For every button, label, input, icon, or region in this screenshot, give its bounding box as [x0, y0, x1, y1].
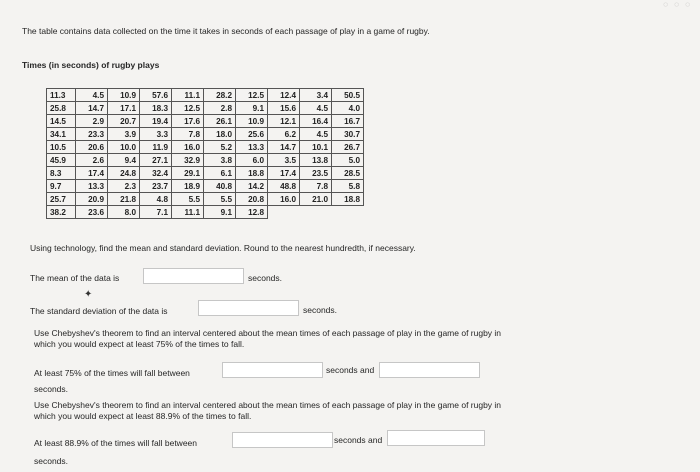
table-cell: 11.3: [47, 89, 76, 102]
chebyshev-75-unit: seconds.: [34, 384, 69, 394]
sd-unit: seconds.: [303, 305, 338, 315]
table-cell: 3.9: [108, 128, 140, 141]
table-cell: 57.6: [140, 89, 172, 102]
table-cell: 3.8: [204, 154, 236, 167]
table-cell: 6.0: [236, 154, 268, 167]
table-cell: 30.7: [332, 128, 364, 141]
table-cell: 5.8: [332, 180, 364, 193]
table-row: [47, 167, 364, 180]
table-cell: 9.4: [108, 154, 140, 167]
table-cell: 26.7: [332, 141, 364, 154]
table-cell: 21.0: [300, 193, 332, 206]
table-cell: 23.6: [76, 206, 108, 219]
table-cell: 25.6: [236, 128, 268, 141]
table-cell: [268, 206, 300, 219]
table-cell: 12.8: [236, 206, 268, 219]
table-cell: 26.1: [204, 115, 236, 128]
table-cell: 23.3: [76, 128, 108, 141]
table-cell: 50.5: [332, 89, 364, 102]
chebyshev-75-high-input[interactable]: [379, 362, 480, 378]
table-cell: 18.8: [236, 167, 268, 180]
mean-label: The mean of the data is: [30, 273, 120, 283]
chebyshev-75-middle: seconds and: [326, 365, 375, 375]
table-cell: 10.9: [236, 115, 268, 128]
table-cell: 7.1: [140, 206, 172, 219]
table-cell: 13.3: [76, 180, 108, 193]
table-cell: 18.9: [172, 180, 204, 193]
table-cell: 48.8: [268, 180, 300, 193]
table-cell: 20.8: [236, 193, 268, 206]
table-cell: 29.1: [172, 167, 204, 180]
chebyshev-75-label: At least 75% of the times will fall between: [34, 368, 190, 378]
table-cell: 25.7: [47, 193, 76, 206]
table-cell: 5.5: [172, 193, 204, 206]
rugby-times-table: [46, 88, 364, 219]
table-cell: 23.7: [140, 180, 172, 193]
table-row: [47, 141, 364, 154]
table-cell: 3.5: [268, 154, 300, 167]
table-cell: 8.3: [47, 167, 76, 180]
table-cell: 14.7: [268, 141, 300, 154]
table-cell: 5.2: [204, 141, 236, 154]
table-cell: 19.4: [140, 115, 172, 128]
chebyshev-889-label: At least 88.9% of the times will fall between: [34, 438, 197, 448]
mouse-cursor-icon: ✦: [84, 289, 93, 300]
table-cell: 20.6: [76, 141, 108, 154]
table-cell: 2.8: [204, 102, 236, 115]
table-cell: 9.7: [47, 180, 76, 193]
table-cell: 8.0: [108, 206, 140, 219]
table-cell: 12.1: [268, 115, 300, 128]
table-row: [47, 206, 364, 219]
table-cell: 28.2: [204, 89, 236, 102]
table-cell: 25.8: [47, 102, 76, 115]
table-cell: 34.1: [47, 128, 76, 141]
table-row: [47, 89, 364, 102]
sd-input[interactable]: [198, 300, 299, 316]
table-cell: 10.9: [108, 89, 140, 102]
toolbar-icons[interactable]: ◌ ◌ ◌: [663, 0, 692, 9]
table-cell: 10.0: [108, 141, 140, 154]
table-cell: 24.8: [108, 167, 140, 180]
chebyshev-889-middle: seconds and: [334, 435, 383, 445]
chebyshev-889-high-input[interactable]: [387, 430, 485, 446]
table-cell: 17.1: [108, 102, 140, 115]
table-cell: 15.6: [268, 102, 300, 115]
table-cell: 3.4: [300, 89, 332, 102]
table-cell: 16.0: [268, 193, 300, 206]
table-cell: 4.8: [140, 193, 172, 206]
table-cell: [300, 206, 332, 219]
table-cell: 17.4: [76, 167, 108, 180]
mean-input[interactable]: [143, 268, 244, 284]
table-cell: 18.8: [332, 193, 364, 206]
table-cell: 20.7: [108, 115, 140, 128]
chebyshev-889-unit: seconds.: [34, 456, 69, 466]
table-cell: 9.1: [236, 102, 268, 115]
table-cell: 12.5: [236, 89, 268, 102]
table-cell: 45.9: [47, 154, 76, 167]
table-cell: 27.1: [140, 154, 172, 167]
table-cell: 11.9: [140, 141, 172, 154]
table-title: Times (in seconds) of rugby plays: [22, 60, 160, 70]
table-cell: 4.5: [300, 128, 332, 141]
instruction-text: Using technology, find the mean and standard deviation. Round to the nearest hundredth, if necessary.: [30, 243, 416, 253]
table-cell: 11.1: [172, 89, 204, 102]
table-cell: 28.5: [332, 167, 364, 180]
table-cell: 16.7: [332, 115, 364, 128]
table-cell: 38.2: [47, 206, 76, 219]
table-cell: 10.1: [300, 141, 332, 154]
table-cell: 13.3: [236, 141, 268, 154]
table-row: [47, 180, 364, 193]
table-cell: 21.8: [108, 193, 140, 206]
table-cell: 4.0: [332, 102, 364, 115]
table-cell: 32.9: [172, 154, 204, 167]
table-row: [47, 115, 364, 128]
table-cell: 11.1: [172, 206, 204, 219]
table-cell: 10.5: [47, 141, 76, 154]
table-cell: 5.0: [332, 154, 364, 167]
table-cell: 17.4: [268, 167, 300, 180]
chebyshev-75-low-input[interactable]: [222, 362, 323, 378]
table-cell: 6.2: [268, 128, 300, 141]
table-cell: 7.8: [300, 180, 332, 193]
table-cell: 6.1: [204, 167, 236, 180]
table-cell: 2.3: [108, 180, 140, 193]
table-cell: 18.3: [140, 102, 172, 115]
table-cell: 2.6: [76, 154, 108, 167]
table-cell: 32.4: [140, 167, 172, 180]
table-cell: 13.8: [300, 154, 332, 167]
table-cell: 23.5: [300, 167, 332, 180]
table-row: [47, 193, 364, 206]
table-cell: 5.5: [204, 193, 236, 206]
table-cell: 7.8: [172, 128, 204, 141]
table-cell: 18.0: [204, 128, 236, 141]
table-cell: 14.7: [76, 102, 108, 115]
table-cell: 40.8: [204, 180, 236, 193]
table-cell: 14.2: [236, 180, 268, 193]
table-cell: 2.9: [76, 115, 108, 128]
table-row: [47, 154, 364, 167]
table-cell: 9.1: [204, 206, 236, 219]
intro-text: The table contains data collected on the time it takes in seconds of each passage of play in a game of rugby.: [22, 26, 430, 36]
table-cell: 4.5: [76, 89, 108, 102]
table-cell: 3.3: [140, 128, 172, 141]
table-cell: 14.5: [47, 115, 76, 128]
table-cell: 12.4: [268, 89, 300, 102]
sd-label: The standard deviation of the data is: [30, 306, 168, 316]
chebyshev-75-prompt: Use Chebyshev's theorem to find an interval centered about the mean times of each passage of play in the game of rugby in which you would expect at least 75% of the times to fall.: [34, 328, 502, 349]
table-cell: 16.4: [300, 115, 332, 128]
table-cell: 12.5: [172, 102, 204, 115]
table-cell: 20.9: [76, 193, 108, 206]
table-row: [47, 128, 364, 141]
chebyshev-889-low-input[interactable]: [232, 432, 333, 448]
table-row: [47, 102, 364, 115]
chebyshev-889-prompt: Use Chebyshev's theorem to find an interval centered about the mean times of each passage of play in the game of rugby in which you would expect at least 88.9% of the times to fall.: [34, 400, 502, 421]
table-cell: 4.5: [300, 102, 332, 115]
mean-unit: seconds.: [248, 273, 283, 283]
table-cell: 16.0: [172, 141, 204, 154]
table-cell: 17.6: [172, 115, 204, 128]
table-cell: [332, 206, 364, 219]
